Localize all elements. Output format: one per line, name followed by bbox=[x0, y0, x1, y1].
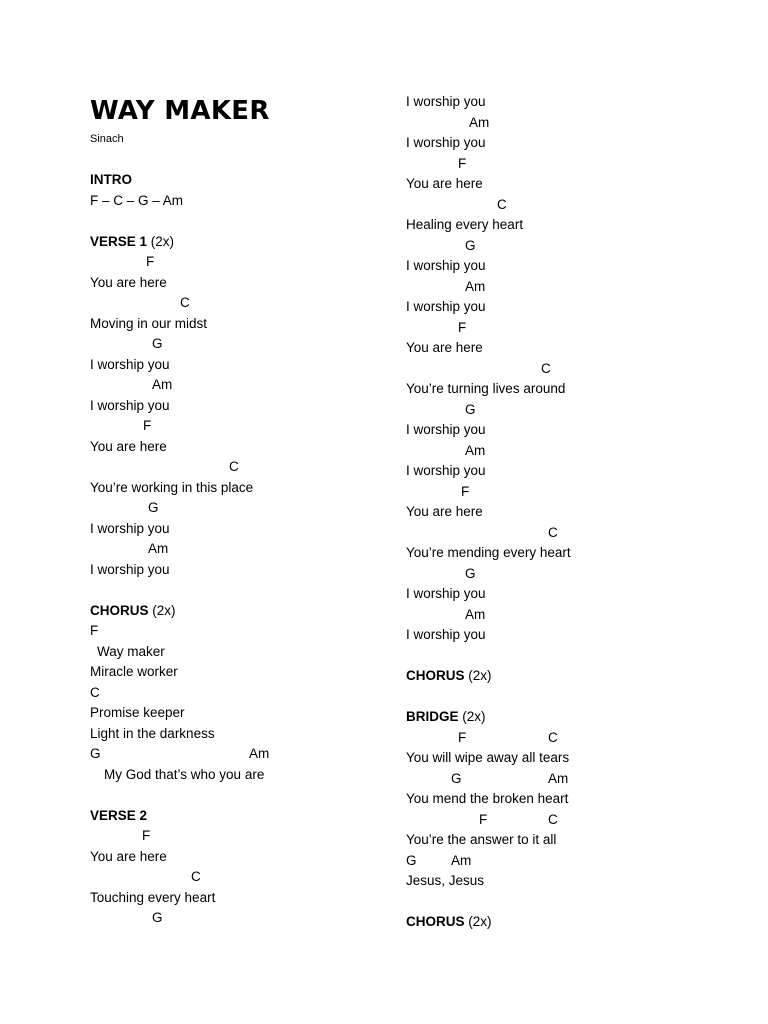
section-label: BRIDGE bbox=[406, 709, 459, 724]
chord: Am bbox=[548, 770, 569, 786]
section-repeat-note: (2x) bbox=[464, 668, 492, 683]
lyric-text: Touching every heart bbox=[90, 889, 216, 905]
lyric-line bbox=[90, 703, 390, 724]
chord: C bbox=[229, 459, 239, 474]
lyric-line bbox=[90, 847, 390, 868]
chord: C bbox=[180, 295, 190, 310]
lyric-line bbox=[90, 519, 390, 540]
section-heading-text bbox=[406, 707, 486, 728]
lyric-line bbox=[406, 543, 746, 564]
chord: G bbox=[465, 565, 476, 581]
lyric-line bbox=[90, 478, 390, 499]
section-heading bbox=[406, 666, 746, 687]
chord-line bbox=[406, 851, 746, 872]
chord: G bbox=[90, 746, 101, 761]
lyric-text: I worship you bbox=[90, 397, 170, 413]
chord-line bbox=[90, 457, 390, 478]
lyric-text: I worship you bbox=[406, 299, 486, 314]
chord-line bbox=[90, 375, 390, 396]
chord: Am bbox=[148, 541, 169, 556]
chord: F bbox=[458, 729, 467, 745]
section-heading-text bbox=[90, 601, 176, 622]
chord-line bbox=[406, 154, 746, 175]
section-heading-text bbox=[406, 912, 492, 933]
lyric-line bbox=[90, 273, 390, 294]
section-label: CHORUS bbox=[406, 668, 465, 683]
chord: Am bbox=[469, 114, 490, 130]
lyric-line bbox=[406, 92, 746, 113]
lyric-line bbox=[406, 871, 746, 892]
chord-line bbox=[90, 416, 390, 437]
section-repeat-note: (2x) bbox=[458, 709, 486, 724]
chord-line bbox=[90, 621, 390, 642]
lyric-text: Jesus, Jesus bbox=[406, 873, 485, 888]
lyric-line bbox=[406, 584, 746, 605]
chord: Am bbox=[249, 746, 270, 761]
lyric-text: You are here bbox=[406, 340, 483, 355]
lyric-text: You mend the broken heart bbox=[406, 791, 569, 806]
lyric-text: I worship you bbox=[90, 561, 170, 577]
lyric-line bbox=[90, 437, 390, 458]
chord-line bbox=[90, 683, 390, 704]
lyric-line bbox=[90, 314, 390, 335]
chord-line bbox=[90, 498, 390, 519]
section-heading bbox=[406, 912, 746, 933]
section-heading-text bbox=[406, 666, 492, 687]
chord-line bbox=[406, 277, 746, 298]
section-heading bbox=[90, 806, 390, 827]
right-column bbox=[406, 92, 746, 933]
chord: C bbox=[541, 360, 551, 376]
section-repeat-note: (2x) bbox=[148, 602, 176, 618]
lyric-text: You will wipe away all tears bbox=[406, 750, 570, 765]
lyric-text: I worship you bbox=[406, 586, 486, 601]
lyric-text: Moving in our midst bbox=[90, 315, 208, 331]
lyric-line bbox=[406, 174, 746, 195]
lyric-line bbox=[406, 789, 746, 810]
lyric-line bbox=[90, 355, 390, 376]
lyric-text: I worship you bbox=[406, 627, 486, 642]
lyric-text: You are here bbox=[90, 274, 167, 290]
chord: C bbox=[548, 524, 558, 540]
chord-line bbox=[406, 400, 746, 421]
lyric-text: I worship you bbox=[406, 135, 486, 150]
lyric-text: Promise keeper bbox=[90, 705, 185, 720]
lyric-text: I worship you bbox=[406, 463, 486, 478]
section-heading bbox=[90, 601, 390, 622]
chord-line bbox=[90, 744, 390, 765]
chord-line bbox=[90, 908, 390, 929]
lyric-text: You’re turning lives around bbox=[406, 381, 566, 396]
chord-line bbox=[406, 482, 746, 503]
chord: F bbox=[146, 254, 155, 269]
chord: F bbox=[458, 319, 467, 335]
chord: F bbox=[458, 155, 467, 171]
section-heading-text bbox=[90, 232, 174, 253]
chord-line bbox=[90, 539, 390, 560]
lyric-line bbox=[406, 461, 746, 482]
chord-line bbox=[406, 318, 746, 339]
section-label: CHORUS bbox=[90, 602, 149, 618]
section-repeat-note: (2x) bbox=[147, 233, 175, 249]
section-label: CHORUS bbox=[406, 914, 465, 929]
section-label: VERSE 1 bbox=[90, 233, 148, 249]
chord: Am bbox=[152, 377, 173, 392]
lyric-text: You’re the answer to it all bbox=[406, 832, 557, 847]
lyric-line bbox=[90, 662, 390, 683]
lyric-line bbox=[406, 420, 746, 441]
song-title: WAY MAKER bbox=[90, 96, 270, 126]
chord: C bbox=[191, 869, 201, 884]
chord: Am bbox=[451, 852, 472, 868]
lyric-text: You are here bbox=[406, 504, 483, 519]
lyric-line bbox=[406, 256, 746, 277]
lyric-text: You’re working in this place bbox=[90, 479, 254, 495]
lyric-line bbox=[90, 560, 390, 581]
chord-line bbox=[406, 564, 746, 585]
section-label: VERSE 2 bbox=[90, 807, 148, 823]
chord-line bbox=[406, 605, 746, 626]
lyric-line bbox=[90, 642, 390, 663]
chord: C bbox=[548, 811, 558, 827]
lyric-text: I worship you bbox=[406, 94, 486, 109]
lyric-line bbox=[406, 133, 746, 154]
chord-line bbox=[406, 810, 746, 831]
lyric-text: I worship you bbox=[406, 258, 486, 273]
song-author: Sinach bbox=[90, 133, 124, 145]
blank-line bbox=[406, 892, 746, 913]
chord: G bbox=[152, 910, 163, 925]
lyric-text: You are here bbox=[406, 176, 483, 191]
lyric-text: Healing every heart bbox=[406, 217, 524, 232]
lyric-text: I worship you bbox=[90, 520, 170, 536]
chord-line bbox=[406, 769, 746, 790]
lyric-line bbox=[406, 625, 746, 646]
lyric-text: Way maker bbox=[97, 643, 165, 659]
chord: Am bbox=[465, 606, 486, 622]
lyric-line bbox=[90, 765, 390, 786]
chord: F bbox=[90, 623, 99, 638]
section-label: INTRO bbox=[90, 172, 132, 187]
chord: F bbox=[143, 418, 152, 433]
lyric-line bbox=[90, 724, 390, 745]
chord-line bbox=[90, 191, 390, 212]
chord-line bbox=[90, 293, 390, 314]
lyric-text: You are here bbox=[90, 848, 167, 864]
blank-line bbox=[90, 580, 390, 601]
chord-line bbox=[406, 113, 746, 134]
chord-line bbox=[406, 195, 746, 216]
chord-line bbox=[90, 334, 390, 355]
chord-line bbox=[90, 867, 390, 888]
chord-line bbox=[406, 523, 746, 544]
chord: C bbox=[90, 684, 100, 700]
chord: F bbox=[142, 828, 151, 843]
chord-line bbox=[90, 252, 390, 273]
section-heading-text bbox=[90, 170, 132, 191]
blank-line bbox=[406, 687, 746, 708]
lyric-text: I worship you bbox=[90, 356, 170, 372]
section-repeat-note: (2x) bbox=[464, 914, 492, 929]
lyric-text: My God that’s who you are bbox=[104, 766, 265, 782]
chord: Am bbox=[465, 442, 486, 458]
blank-line bbox=[406, 646, 746, 667]
chord: C bbox=[548, 729, 558, 745]
section-heading bbox=[90, 232, 390, 253]
chord-line bbox=[406, 728, 746, 749]
lyric-text: I worship you bbox=[406, 422, 486, 437]
chord: F bbox=[461, 483, 470, 499]
lyric-line bbox=[406, 502, 746, 523]
chord-line bbox=[90, 826, 390, 847]
chord: F – C – G – Am bbox=[90, 192, 184, 208]
chord: G bbox=[465, 401, 476, 417]
lyric-line bbox=[406, 215, 746, 236]
section-heading bbox=[90, 170, 390, 191]
chord: Am bbox=[465, 278, 486, 294]
chord: G bbox=[148, 500, 159, 515]
chord-line bbox=[406, 359, 746, 380]
chord: G bbox=[465, 237, 476, 253]
lyric-line bbox=[406, 338, 746, 359]
chord: G bbox=[451, 770, 462, 786]
section-heading-text bbox=[90, 806, 147, 827]
section-heading bbox=[406, 707, 746, 728]
lyric-text: You’re mending every heart bbox=[406, 545, 571, 560]
blank-line bbox=[90, 211, 390, 232]
lyric-line bbox=[406, 297, 746, 318]
lyric-line bbox=[90, 888, 390, 909]
lyric-line bbox=[406, 830, 746, 851]
chord-line bbox=[406, 236, 746, 257]
chord: G bbox=[406, 852, 417, 868]
chord: C bbox=[497, 196, 507, 212]
chord: F bbox=[479, 811, 488, 827]
lyric-line bbox=[406, 379, 746, 400]
blank-line bbox=[90, 785, 390, 806]
left-column bbox=[90, 170, 390, 929]
lyric-line bbox=[90, 396, 390, 417]
lyric-line bbox=[406, 748, 746, 769]
lyric-text: You are here bbox=[90, 438, 167, 454]
chord: G bbox=[152, 336, 163, 351]
lyric-text: Light in the darkness bbox=[90, 725, 215, 741]
chord-line bbox=[406, 441, 746, 462]
lyric-text: Miracle worker bbox=[90, 664, 178, 679]
